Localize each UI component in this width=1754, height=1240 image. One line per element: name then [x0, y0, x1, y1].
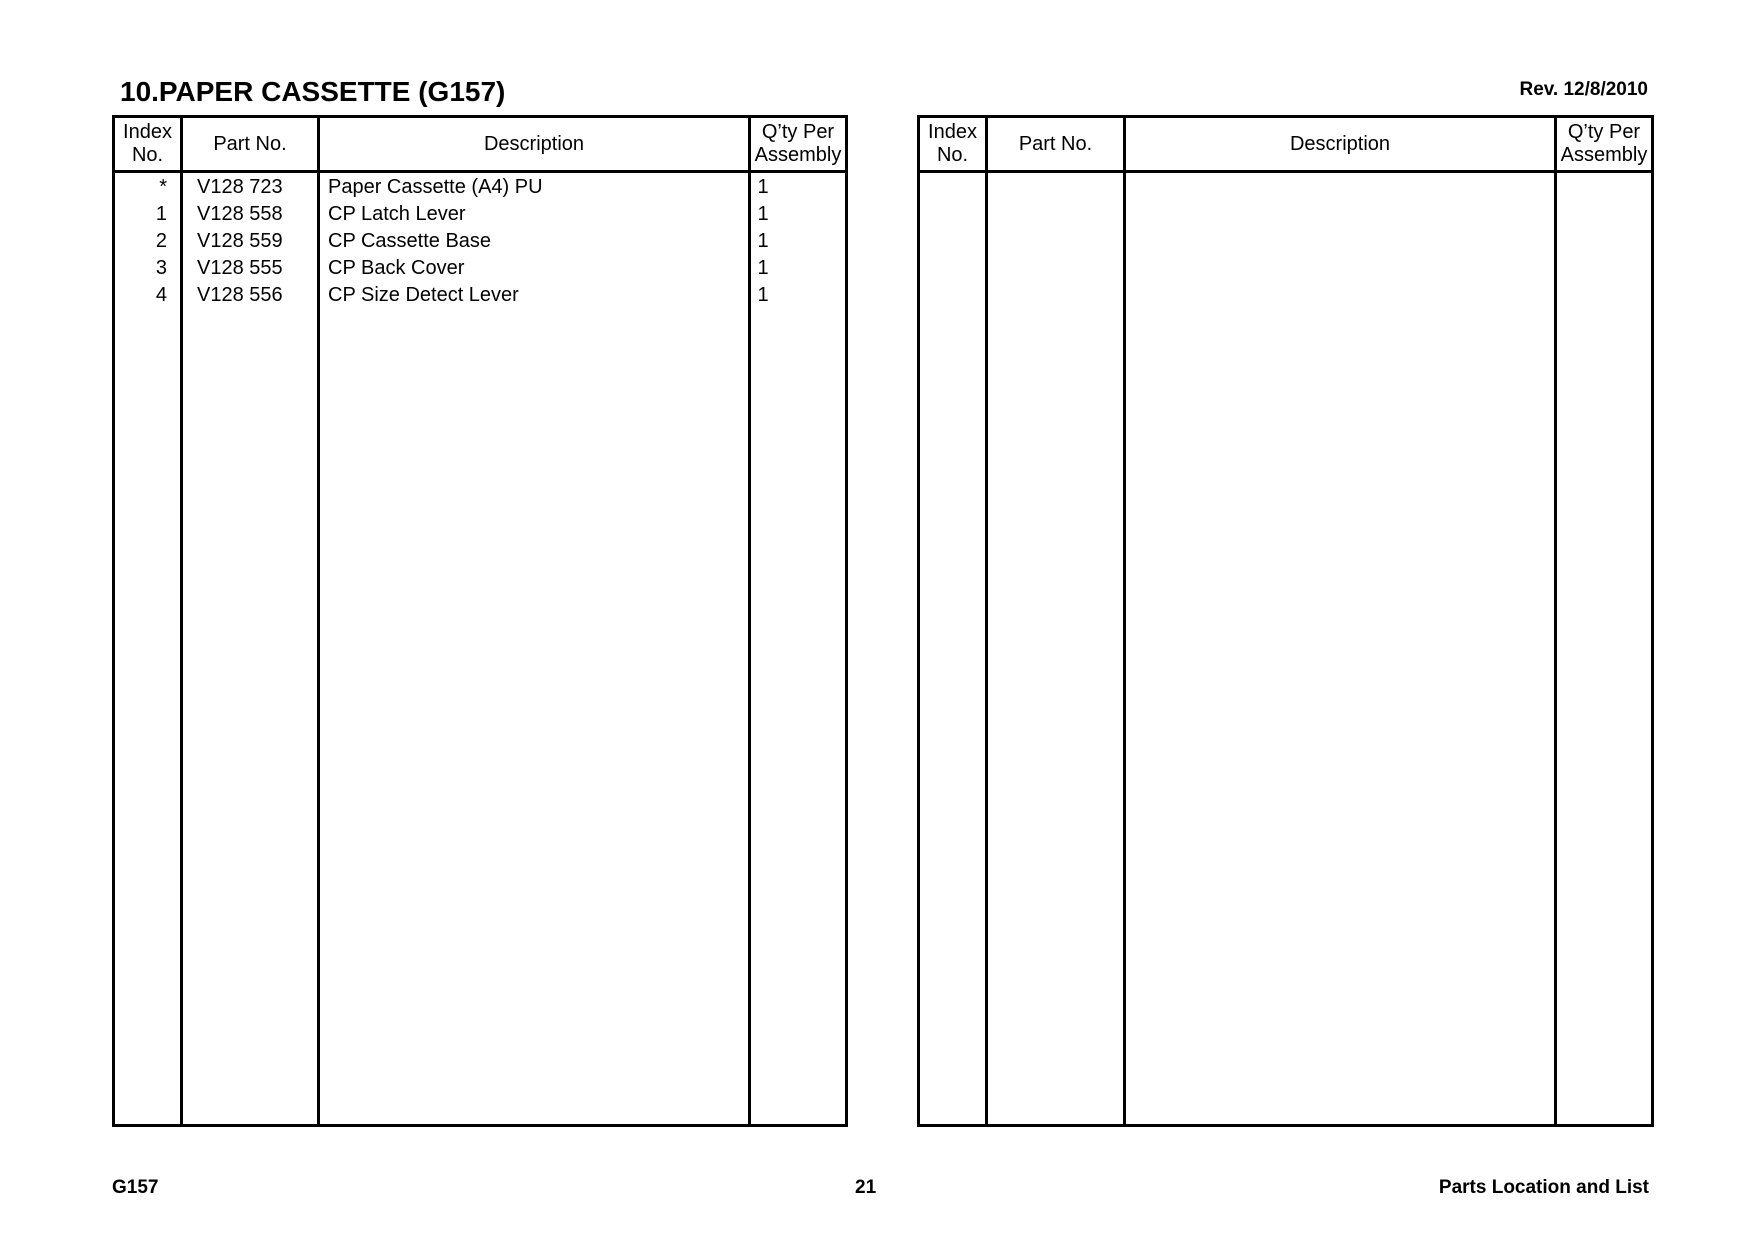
part-no-cell: V128 559 [197, 230, 283, 252]
column-divider [1554, 118, 1557, 1124]
header-part-no: Part No. [213, 132, 287, 155]
table-row [115, 282, 845, 309]
page-title: 10.PAPER CASSETTE (G157) [120, 76, 506, 107]
header-index-line1: Index [123, 121, 172, 143]
part-no-cell: V128 555 [197, 257, 283, 279]
part-no-cell: V128 558 [197, 203, 283, 225]
footer-section-title: Parts Location and List [1438, 1177, 1649, 1198]
qty-cell: 1 [757, 230, 769, 252]
qty-cell: 1 [757, 203, 769, 225]
part-no-cell: V128 723 [197, 176, 283, 198]
header-divider [920, 170, 1651, 173]
header-qty [1557, 118, 1651, 170]
index-cell: 2 [155, 230, 167, 252]
column-divider [985, 118, 988, 1124]
qty-cell: 1 [757, 284, 769, 306]
header-part-no: Part No. [1018, 132, 1093, 155]
part-no-cell: V128 556 [197, 284, 283, 306]
parts-table-left [112, 115, 848, 1127]
description-cell: Paper Cassette (A4) PU [328, 176, 543, 198]
index-cell: 3 [155, 257, 167, 279]
header-index-line2: No. [936, 144, 969, 166]
table-row [115, 228, 845, 255]
index-cell: 4 [155, 284, 167, 306]
parts-table-right [917, 115, 1654, 1127]
footer-model: G157 [112, 1177, 159, 1198]
header-qty-line1: Q’ty Per [1567, 121, 1641, 143]
qty-cell: 1 [757, 176, 769, 198]
description-cell: CP Cassette Base [328, 230, 492, 252]
qty-cell: 1 [757, 257, 769, 279]
column-divider [1123, 118, 1126, 1124]
header-description: Description [483, 132, 585, 155]
description-cell: CP Latch Lever [328, 203, 466, 225]
index-cell: * [159, 176, 167, 198]
page-number: 21 [855, 1177, 877, 1198]
table-row [115, 255, 845, 282]
header-qty-line2: Assembly [754, 144, 842, 166]
header-qty-line1: Q’ty Per [761, 121, 835, 143]
header-index-line1: Index [928, 121, 977, 143]
header-index-line2: No. [131, 144, 164, 166]
header-description: Description [1289, 132, 1391, 155]
header-qty-line2: Assembly [1560, 144, 1648, 166]
header-index [920, 118, 985, 170]
table-row [115, 201, 845, 228]
header-qty [751, 118, 845, 170]
header-divider [115, 170, 845, 173]
description-cell: CP Back Cover [328, 257, 465, 279]
table-row [115, 174, 845, 201]
parts-rows-left [115, 174, 845, 309]
index-cell: 1 [155, 203, 167, 225]
header-index [115, 118, 180, 170]
description-cell: CP Size Detect Lever [328, 284, 519, 306]
revision-date: Rev. 12/8/2010 [1519, 79, 1648, 100]
